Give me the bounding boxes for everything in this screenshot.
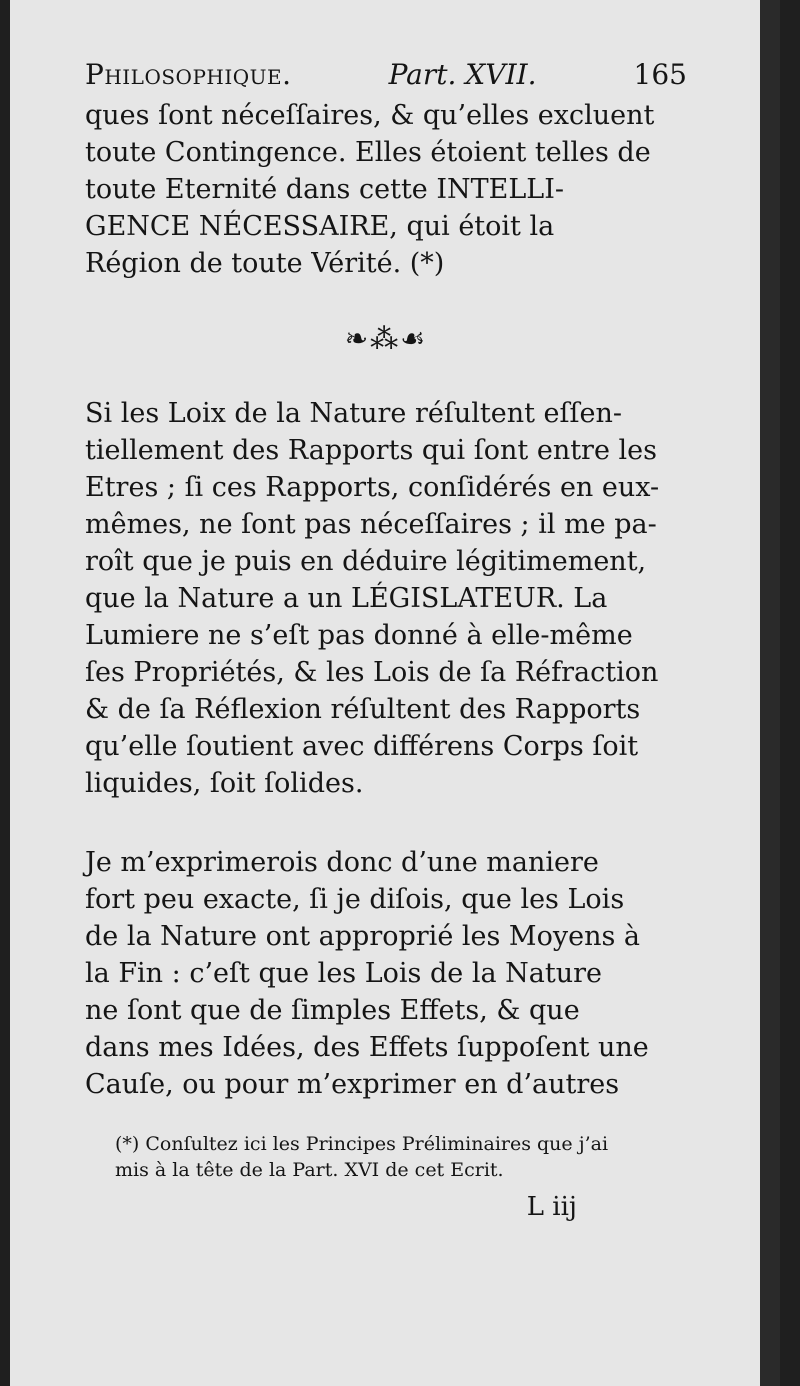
text-line: & de ſa Réflexion réſultent des Rapports [85, 694, 641, 725]
paragraph-spacer [85, 802, 687, 844]
text-line: Etres ; ſi ces Rapports, conſidérés en eux- [85, 472, 660, 503]
book-page [10, 0, 780, 1386]
running-head-title: Philosophique. [85, 58, 292, 91]
signature-mark: L iij [526, 1192, 577, 1222]
continuation-paragraph [85, 97, 687, 282]
text-line: de la Nature ont approprié les Moyens à [85, 921, 640, 952]
text-line: qu’elle ſoutient avec différens Corps ſoit [85, 731, 639, 762]
text-line: toute Contingence. Elles étoient telles de [85, 137, 651, 168]
running-head [85, 56, 687, 93]
text-line: mêmes, ne ſont pas néceſſaires ; il me pa- [85, 509, 657, 540]
text-line: dans mes Idées, des Effets ſuppoſent une [85, 1032, 649, 1063]
footnote [85, 1131, 687, 1183]
footnote-line: mis à la tête de la Part. XVI de cet Ecrit. [115, 1159, 504, 1181]
text-line: Si les Loix de la Nature réſultent eſſen- [85, 398, 622, 429]
ornament-divider: ❧⁂☙ [344, 322, 428, 355]
running-head-part: Part. XVII. [388, 58, 537, 91]
page-text-block [85, 56, 687, 1226]
page-edge-shadow [760, 0, 780, 1386]
paragraph-exprimerois [85, 844, 687, 1103]
text-line: la Fin : c’eſt que les Lois de la Nature [85, 958, 602, 989]
page-number: 165 [633, 58, 687, 91]
text-line: ne ſont que de ſimples Effets, & que [85, 995, 580, 1026]
text-line: tiellement des Rapports qui ſont entre les [85, 435, 657, 466]
text-line: roît que je puis en déduire légitimement, [85, 546, 647, 577]
paragraph-lois [85, 395, 687, 802]
text-line: ques ſont néceſſaires, & qu’elles excluent [85, 100, 655, 131]
text-line: liquides, ſoit ſolides. [85, 768, 364, 799]
text-line: Lumiere ne s’eſt pas donné à elle-même [85, 620, 633, 651]
text-line: toute Eternité dans cette INTELLI- [85, 174, 565, 205]
text-line: Cauſe, ou pour m’exprimer en d’autres [85, 1069, 620, 1100]
footnote-line: (*) Conſultez ici les Principes Préliminaires que j’ai [115, 1133, 609, 1155]
text-line: GENCE NÉCESSAIRE, qui étoit la [85, 211, 555, 242]
text-line: fort peu exacte, ſi je diſois, que les Lois [85, 884, 625, 915]
text-line: Je m’exprimerois donc d’une maniere [85, 847, 599, 878]
text-line: que la Nature a un LÉGISLATEUR. La [85, 583, 608, 614]
text-line: ſes Propriétés, & les Lois de ſa Réfraction [85, 657, 659, 688]
text-line: Région de toute Vérité. (*) [85, 248, 445, 279]
